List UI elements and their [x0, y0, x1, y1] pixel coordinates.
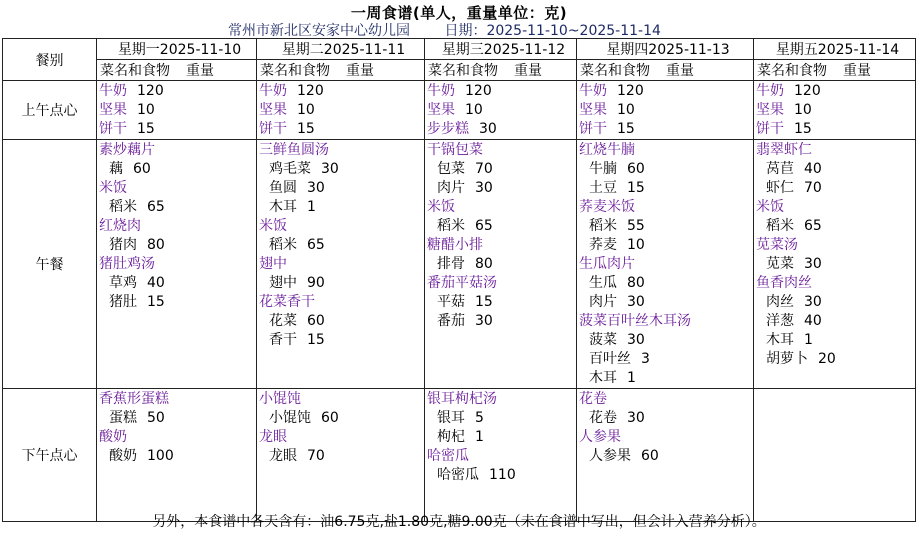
food-weight: 30 — [307, 180, 325, 196]
weight-col-label: 重量 — [514, 63, 542, 79]
food-item — [259, 236, 424, 255]
food-item — [427, 293, 576, 312]
day-header: 星期四2025-11-13 — [577, 39, 754, 60]
food-name: 苋菜 — [766, 256, 794, 272]
food-name: 稻米 — [589, 218, 617, 234]
food-name: 生瓜 — [589, 275, 617, 291]
food-weight: 80 — [147, 237, 165, 253]
food-item — [427, 466, 576, 485]
food-name: 稻米 — [766, 218, 794, 234]
morning-cell — [97, 81, 257, 140]
dish-name: 米饭 — [427, 199, 455, 215]
food-name: 银耳 — [437, 410, 465, 426]
snack-item — [427, 101, 576, 120]
dish-name: 小馄饨 — [259, 391, 301, 407]
food-weight: 15 — [475, 294, 493, 310]
dish-name: 猪肚鸡汤 — [99, 256, 155, 272]
food-weight: 30 — [804, 294, 822, 310]
food-weight: 80 — [627, 275, 645, 291]
meal-label-afternoon: 下午点心 — [3, 389, 97, 522]
food-item — [579, 217, 753, 236]
food-name: 草鸡 — [109, 275, 137, 291]
food-name: 虾仁 — [766, 180, 794, 196]
dish-col-label: 菜名和食物 — [757, 63, 827, 79]
food-item — [259, 274, 424, 293]
snack-weight: 10 — [465, 102, 483, 118]
dish-name: 酸奶 — [99, 429, 127, 445]
food-weight: 30 — [321, 161, 339, 177]
snack-item — [99, 82, 256, 101]
food-weight: 60 — [627, 161, 645, 177]
food-weight: 30 — [627, 410, 645, 426]
snack-weight: 10 — [794, 102, 812, 118]
afternoon-cell — [257, 389, 425, 522]
snack-weight: 15 — [617, 121, 635, 137]
snack-item — [579, 82, 753, 101]
meal-column-header: 餐别 — [3, 39, 97, 81]
food-name: 藕 — [109, 161, 123, 177]
snack-item — [579, 101, 753, 120]
dish-name: 菠菜百叶丝木耳汤 — [579, 313, 691, 329]
food-name: 花菜 — [269, 313, 297, 329]
dish-name: 荞麦米饭 — [579, 199, 635, 215]
food-item — [756, 255, 915, 274]
food-item — [756, 293, 915, 312]
subtitle — [228, 20, 661, 40]
food-weight: 1 — [804, 332, 813, 348]
snack-item — [756, 82, 915, 101]
weight-col-label: 重量 — [186, 63, 214, 79]
food-weight: 65 — [475, 218, 493, 234]
food-name: 肉片 — [589, 294, 617, 310]
menu-table — [2, 38, 916, 522]
dish-name: 番茄平菇汤 — [427, 275, 497, 291]
food-name: 猪肚 — [109, 294, 137, 310]
dish-name: 龙眼 — [259, 429, 287, 445]
sub-header — [754, 60, 916, 81]
food-item — [259, 179, 424, 198]
dish-name: 干锅包菜 — [427, 142, 483, 158]
food-name: 平菇 — [437, 294, 465, 310]
day-header: 星期五2025-11-14 — [754, 39, 916, 60]
food-weight: 5 — [475, 410, 484, 426]
food-name: 稻米 — [269, 237, 297, 253]
food-name: 木耳 — [589, 370, 617, 386]
morning-cell — [577, 81, 754, 140]
lunch-cell — [97, 140, 257, 389]
food-weight: 90 — [307, 275, 325, 291]
afternoon-cell — [754, 389, 916, 522]
food-item — [259, 447, 424, 466]
lunch-cell — [577, 140, 754, 389]
food-item — [99, 160, 256, 179]
food-item — [756, 217, 915, 236]
food-item — [99, 274, 256, 293]
food-name: 龙眼 — [269, 448, 297, 464]
snack-item — [99, 101, 256, 120]
food-item — [427, 428, 576, 447]
food-weight: 70 — [804, 180, 822, 196]
snack-name: 坚果 — [756, 102, 784, 118]
food-name: 土豆 — [589, 180, 617, 196]
food-item — [579, 331, 753, 350]
food-weight: 30 — [475, 313, 493, 329]
day-header: 星期三2025-11-12 — [425, 39, 577, 60]
snack-name: 坚果 — [99, 102, 127, 118]
snack-item — [756, 120, 915, 139]
dish-name: 红烧牛腩 — [579, 142, 635, 158]
day-header: 星期二2025-11-11 — [257, 39, 425, 60]
food-item — [427, 217, 576, 236]
snack-weight: 10 — [617, 102, 635, 118]
snack-name: 牛奶 — [756, 83, 784, 99]
afternoon-cell — [425, 389, 577, 522]
food-name: 包菜 — [437, 161, 465, 177]
snack-item — [99, 120, 256, 139]
food-weight: 15 — [627, 180, 645, 196]
food-weight: 1 — [307, 199, 316, 215]
food-weight: 10 — [627, 237, 645, 253]
food-item — [99, 409, 256, 428]
afternoon-cell — [97, 389, 257, 522]
food-weight: 100 — [147, 448, 174, 464]
dish-col-label: 菜名和食物 — [260, 63, 330, 79]
food-item — [427, 255, 576, 274]
morning-cell — [257, 81, 425, 140]
date-range: 日期：2025-11-10~2025-11-14 — [444, 23, 661, 39]
food-item — [579, 274, 753, 293]
snack-weight: 120 — [297, 83, 324, 99]
food-item — [427, 312, 576, 331]
food-weight: 1 — [627, 370, 636, 386]
food-name: 稻米 — [437, 218, 465, 234]
snack-item — [259, 120, 424, 139]
snack-weight: 15 — [137, 121, 155, 137]
food-weight: 3 — [641, 351, 650, 367]
snack-weight: 120 — [617, 83, 644, 99]
food-weight: 60 — [307, 313, 325, 329]
food-name: 花卷 — [589, 410, 617, 426]
food-name: 哈密瓜 — [437, 467, 479, 483]
kindergarten-name: 常州市新北区安家中心幼儿园 — [228, 23, 410, 39]
food-name: 莴苣 — [766, 161, 794, 177]
snack-name: 步步糕 — [427, 121, 469, 137]
food-weight: 1 — [475, 429, 484, 445]
food-item — [756, 179, 915, 198]
dish-name: 米饭 — [756, 199, 784, 215]
food-weight: 55 — [627, 218, 645, 234]
snack-weight: 15 — [297, 121, 315, 137]
snack-item — [259, 82, 424, 101]
food-name: 排骨 — [437, 256, 465, 272]
snack-weight: 30 — [479, 121, 497, 137]
food-name: 木耳 — [766, 332, 794, 348]
footer-note: 另外，本食谱中各天含有：油6.75克,盐1.80克,糖9.00克（未在食谱中写出，但会计入营养分析）。 — [152, 514, 766, 530]
snack-name: 饼干 — [259, 121, 287, 137]
food-item — [579, 179, 753, 198]
dish-name: 糖醋小排 — [427, 237, 483, 253]
dish-name: 鱼香肉丝 — [756, 275, 812, 291]
dish-name: 米饭 — [259, 218, 287, 234]
sub-header — [257, 60, 425, 81]
food-name: 胡萝卜 — [766, 351, 808, 367]
food-item — [579, 293, 753, 312]
snack-name: 坚果 — [579, 102, 607, 118]
food-name: 荞麦 — [589, 237, 617, 253]
meal-label-morning: 上午点心 — [3, 81, 97, 140]
food-item — [259, 198, 424, 217]
food-item — [427, 179, 576, 198]
snack-name: 牛奶 — [99, 83, 127, 99]
lunch-cell — [257, 140, 425, 389]
food-weight: 65 — [147, 199, 165, 215]
morning-cell — [425, 81, 577, 140]
dish-name: 人参果 — [579, 429, 621, 445]
food-name: 蛋糕 — [109, 410, 137, 426]
food-weight: 65 — [307, 237, 325, 253]
snack-name: 牛奶 — [579, 83, 607, 99]
snack-item — [427, 120, 576, 139]
food-name: 牛腩 — [589, 161, 617, 177]
food-item — [579, 447, 753, 466]
lunch-cell — [425, 140, 577, 389]
food-weight: 60 — [133, 161, 151, 177]
food-weight: 50 — [147, 410, 165, 426]
food-weight: 70 — [475, 161, 493, 177]
dish-name: 哈密瓜 — [427, 448, 469, 464]
food-item — [756, 331, 915, 350]
food-name: 菠菜 — [589, 332, 617, 348]
dish-name: 花菜香干 — [259, 294, 315, 310]
food-item — [259, 331, 424, 350]
food-name: 酸奶 — [109, 448, 137, 464]
food-weight: 40 — [804, 161, 822, 177]
food-item — [427, 409, 576, 428]
food-name: 百叶丝 — [589, 351, 631, 367]
meal-label-lunch: 午餐 — [3, 140, 97, 389]
food-weight: 40 — [147, 275, 165, 291]
dish-name: 香蕉形蛋糕 — [99, 391, 169, 407]
food-weight: 30 — [627, 332, 645, 348]
snack-name: 牛奶 — [427, 83, 455, 99]
snack-item — [427, 82, 576, 101]
snack-item — [756, 101, 915, 120]
food-name: 肉片 — [437, 180, 465, 196]
food-weight: 70 — [307, 448, 325, 464]
dish-col-label: 菜名和食物 — [100, 63, 170, 79]
dish-name: 苋菜汤 — [756, 237, 798, 253]
food-item — [756, 312, 915, 331]
food-item — [579, 350, 753, 369]
weight-col-label: 重量 — [346, 63, 374, 79]
food-weight: 30 — [627, 294, 645, 310]
food-weight: 110 — [489, 467, 516, 483]
food-name: 番茄 — [437, 313, 465, 329]
food-item — [427, 160, 576, 179]
dish-name: 素炒藕片 — [99, 142, 155, 158]
snack-name: 饼干 — [756, 121, 784, 137]
sub-header — [97, 60, 257, 81]
food-name: 香干 — [269, 332, 297, 348]
food-name: 人参果 — [589, 448, 631, 464]
dish-col-label: 菜名和食物 — [428, 63, 498, 79]
page-title: 一周食谱(单人，重量单位：克) — [350, 4, 568, 22]
dish-col-label: 菜名和食物 — [580, 63, 650, 79]
snack-item — [259, 101, 424, 120]
weight-col-label: 重量 — [666, 63, 694, 79]
snack-weight: 120 — [465, 83, 492, 99]
dish-name: 翅中 — [259, 256, 287, 272]
sub-header — [425, 60, 577, 81]
food-item — [756, 160, 915, 179]
food-weight: 65 — [804, 218, 822, 234]
snack-weight: 15 — [794, 121, 812, 137]
morning-cell — [754, 81, 916, 140]
snack-name: 坚果 — [427, 102, 455, 118]
food-weight: 60 — [641, 448, 659, 464]
food-name: 木耳 — [269, 199, 297, 215]
food-name: 鱼圆 — [269, 180, 297, 196]
dish-name: 生瓜肉片 — [579, 256, 635, 272]
weight-col-label: 重量 — [843, 63, 871, 79]
food-name: 稻米 — [109, 199, 137, 215]
dish-name: 三鲜鱼圆汤 — [259, 142, 329, 158]
food-name: 枸杞 — [437, 429, 465, 445]
food-weight: 40 — [804, 313, 822, 329]
food-name: 肉丝 — [766, 294, 794, 310]
food-weight: 20 — [818, 351, 836, 367]
food-item — [579, 160, 753, 179]
snack-weight: 120 — [794, 83, 821, 99]
food-weight: 60 — [321, 410, 339, 426]
afternoon-cell — [577, 389, 754, 522]
food-item — [259, 312, 424, 331]
snack-weight: 10 — [297, 102, 315, 118]
food-weight: 80 — [475, 256, 493, 272]
food-item — [99, 447, 256, 466]
food-name: 翅中 — [269, 275, 297, 291]
food-item — [579, 409, 753, 428]
snack-item — [579, 120, 753, 139]
dish-name: 红烧肉 — [99, 218, 141, 234]
dish-name: 米饭 — [99, 180, 127, 196]
snack-name: 坚果 — [259, 102, 287, 118]
snack-name: 牛奶 — [259, 83, 287, 99]
food-item — [259, 409, 424, 428]
lunch-cell — [754, 140, 916, 389]
food-item — [579, 236, 753, 255]
food-name: 鸡毛菜 — [269, 161, 311, 177]
food-name: 洋葱 — [766, 313, 794, 329]
dish-name: 花卷 — [579, 391, 607, 407]
food-item — [579, 369, 753, 388]
food-weight: 30 — [475, 180, 493, 196]
day-header: 星期一2025-11-10 — [97, 39, 257, 60]
sub-header — [577, 60, 754, 81]
dish-name: 翡翠虾仁 — [756, 142, 812, 158]
snack-name: 饼干 — [99, 121, 127, 137]
food-weight: 30 — [804, 256, 822, 272]
food-name: 小馄饨 — [269, 410, 311, 426]
food-item — [259, 160, 424, 179]
dish-name: 银耳枸杞汤 — [427, 391, 497, 407]
snack-weight: 10 — [137, 102, 155, 118]
food-item — [99, 236, 256, 255]
food-item — [756, 350, 915, 369]
food-weight: 15 — [307, 332, 325, 348]
food-item — [99, 198, 256, 217]
snack-name: 饼干 — [579, 121, 607, 137]
food-weight: 15 — [147, 294, 165, 310]
food-name: 猪肉 — [109, 237, 137, 253]
snack-weight: 120 — [137, 83, 164, 99]
food-item — [99, 293, 256, 312]
